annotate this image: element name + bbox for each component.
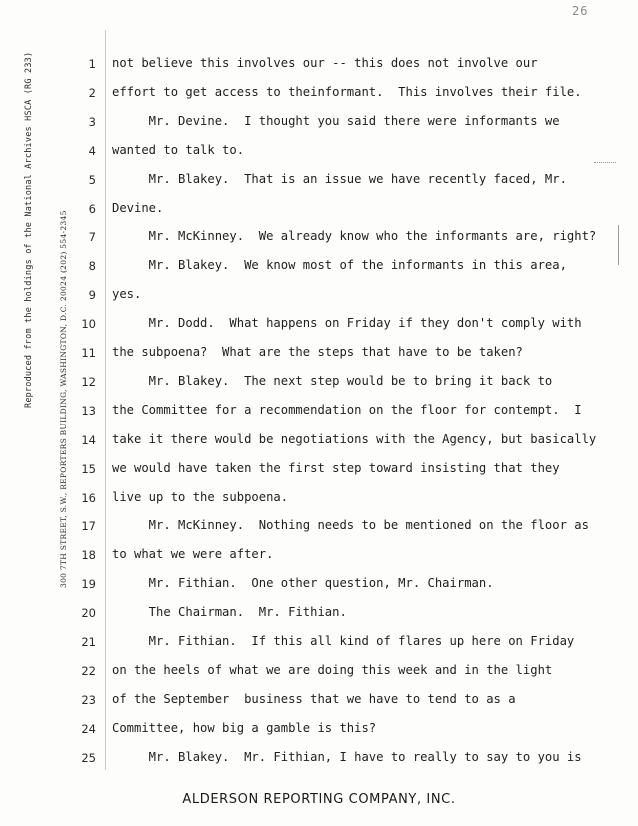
line-number: 22 — [81, 663, 96, 678]
transcript-line: Mr. Fithian. One other question, Mr. Chairman. — [112, 576, 494, 591]
transcript-line: yes. — [112, 287, 142, 302]
transcript-line: Mr. Devine. I thought you said there were informants we — [112, 113, 560, 128]
transcript-line: take it there would be negotiations with the Agency, but basically — [112, 431, 597, 446]
line-number: 23 — [81, 692, 96, 707]
transcript-line: the subpoena? What are the steps that have to be taken? — [112, 345, 523, 359]
footer-company: ALDERSON REPORTING COMPANY, INC. — [182, 792, 456, 807]
transcript-line: effort to get access to theinformant. This involves their file. — [112, 84, 582, 99]
scan-artifact — [594, 162, 616, 164]
line-number: 10 — [81, 317, 96, 332]
transcript-line: the Committee for a recommendation on the floor for contempt. I — [112, 402, 582, 417]
transcript-line: of the September business that we have to tend to as a — [112, 691, 516, 706]
line-number: 6 — [88, 201, 96, 216]
transcript-line: live up to the subpoena. — [112, 489, 289, 504]
line-number: 7 — [88, 230, 96, 245]
transcript-line: on the heels of what we are doing this week and in the light — [112, 662, 553, 677]
line-number: 14 — [81, 432, 96, 447]
transcript-line: Mr. Fithian. If this all kind of flares up here on Friday — [112, 634, 575, 648]
line-number: 21 — [81, 635, 96, 649]
line-number: 16 — [81, 490, 96, 505]
line-number: 15 — [81, 461, 96, 476]
line-number: 24 — [81, 721, 96, 736]
transcript-line: to what we were after. — [112, 547, 274, 562]
right-margin-mark — [618, 225, 619, 265]
line-number: 12 — [81, 374, 96, 389]
line-number: 20 — [81, 606, 96, 621]
transcript-line: not believe this involves our -- this does not involve our — [112, 56, 538, 70]
reporter-address: 300 7TH STREET, S.W., REPORTERS BUILDING, WASHINGTON, D.C. 20024 (202) 554-2345 — [59, 210, 68, 588]
transcript-line: The Chairman. Mr. Fithian. — [112, 605, 347, 620]
transcript-line: we would have taken the first step toward insisting that they — [112, 460, 560, 475]
transcript-line: Mr. McKinney. Nothing needs to be mentioned on the floor as — [112, 518, 589, 533]
line-number: 17 — [81, 519, 96, 534]
transcript-line: Mr. Blakey. The next step would be to bring it back to — [112, 373, 553, 388]
line-number: 9 — [88, 288, 96, 303]
page-number: 26 — [572, 4, 589, 18]
transcript-line: wanted to talk to. — [112, 142, 245, 157]
archive-note: Reproduced from the holdings of the National Archives HSCA (RG 233) — [24, 51, 34, 408]
line-number: 5 — [88, 172, 96, 187]
transcript-line: Mr. Dodd. What happens on Friday if they don't comply with — [112, 316, 582, 331]
line-number: 18 — [81, 548, 96, 563]
transcript-line: Mr. Blakey. That is an issue we have recently faced, Mr. — [112, 171, 567, 186]
transcript-line: Mr. Blakey. We know most of the informants in this area, — [112, 258, 567, 273]
line-number: 4 — [88, 143, 96, 158]
line-number: 13 — [81, 403, 96, 418]
line-number: 19 — [81, 577, 96, 592]
transcript-line: Committee, how big a gamble is this? — [112, 720, 377, 735]
transcript-line: Devine. — [112, 200, 164, 215]
line-number: 11 — [81, 346, 96, 360]
line-number: 25 — [81, 750, 96, 765]
transcript-line: Mr. McKinney. We already know who the informants are, right? — [112, 229, 597, 244]
line-number: 1 — [88, 57, 96, 71]
line-number: 3 — [88, 114, 96, 129]
margin-rule — [105, 30, 106, 770]
line-number: 8 — [88, 259, 96, 274]
transcript-line: Mr. Blakey. Mr. Fithian, I have to really to say to you is — [112, 749, 582, 764]
line-number: 2 — [88, 85, 96, 100]
